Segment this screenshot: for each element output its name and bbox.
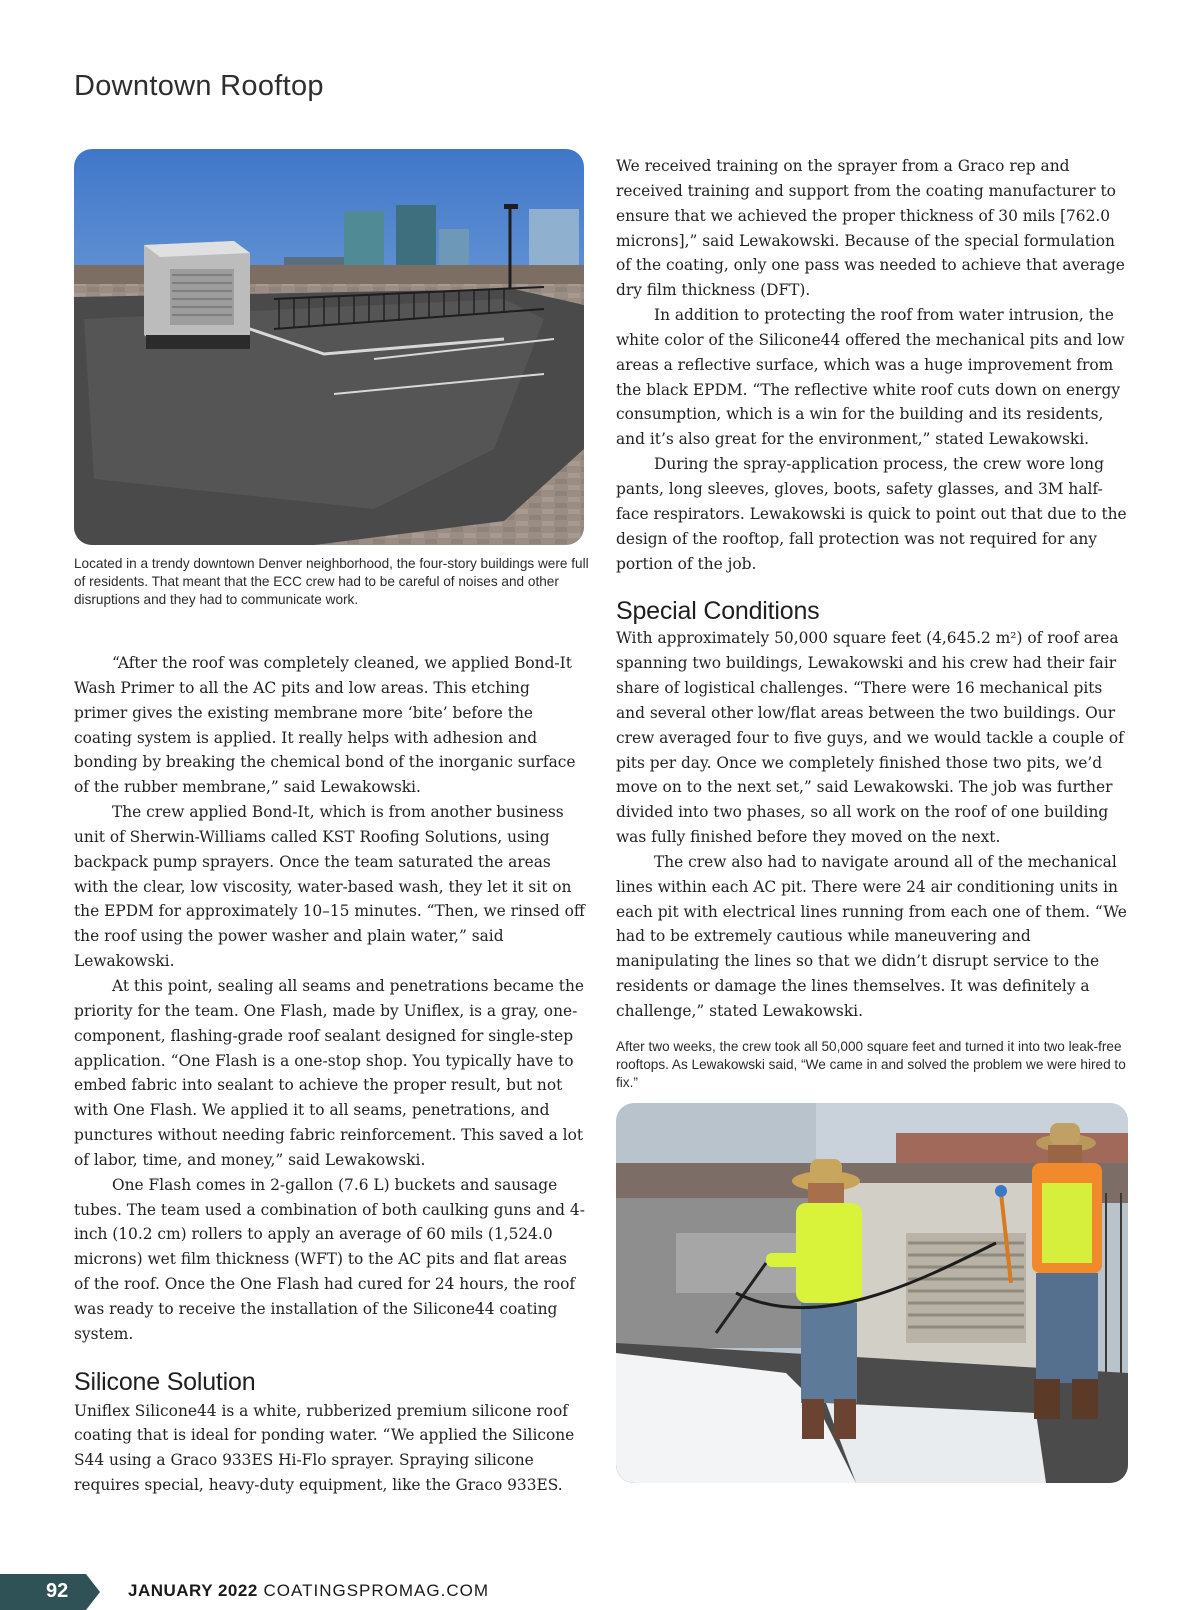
rooftop-photo bbox=[74, 149, 584, 545]
crew-spraying-photo bbox=[616, 1103, 1128, 1483]
body-paragraph: During the spray-application process, the crew wore long pants, long sleeves, gloves, boots, safety glasses, and 3M half-face respirators. Lewakowski is quick to point out that due to the design of the rooftop, fall protection was not required for any portion of the job. bbox=[616, 455, 1127, 573]
left-column bbox=[74, 651, 586, 1498]
body-paragraph: “After the roof was completely cleaned, we applied Bond-It Wash Primer to all the AC pits and low areas. This etching primer gives the existing membrane more ‘bite’ before the coating system is applied. It really helps with adhesion and bonding by breaking the chemical bond of the inorganic surface of the rubber membrane,” said Lewakowski. bbox=[74, 654, 576, 797]
body-paragraph: In addition to protecting the roof from water intrusion, the white color of the Silicone44 offered the mechanical pits and low areas a reflective surface, which was a huge improvement from the black EPDM. “The reflective white roof cuts down on energy consumption, which is a win for the building and its residents, and it’s also great for the environment,” stated Lewakowski. bbox=[616, 306, 1125, 449]
photo-caption-2: After two weeks, the crew took all 50,000 square feet and turned it into two leak-free rooftops. As Lewakowski said, “We came in and solved the problem we were hired to fix.” bbox=[616, 1039, 1126, 1090]
subheading-special-conditions: Special Conditions bbox=[616, 597, 820, 626]
page-number: 92 bbox=[46, 1580, 69, 1602]
issue-date: JANUARY 2022 bbox=[128, 1581, 258, 1600]
photo-caption-1: Located in a trendy downtown Denver neighborhood, the four-story buildings were full of residents. That meant that the ECC crew had to be careful of noises and other disruptions and they had to communicate work. bbox=[74, 556, 589, 607]
magazine-site: COATINGSPROMAG.COM bbox=[263, 1581, 489, 1600]
body-paragraph: At this point, sealing all seams and penetrations became the priority for the team. One Flash, made by Uniflex, is a gray, one-component, flashing-grade roof sealant designed for single-step application. “One Flash is a one-stop shop. You typically have to embed fabric into sealant to achieve the proper result, but not with One Flash. We applied it to all seams, penetrations, and punctures without needing fabric reinforcement. This saved a lot of labor, time, and money,” said Lewakowski. bbox=[74, 976, 584, 1169]
body-paragraph: Uniflex Silicone44 is a white, rubberized premium silicone roof coating that is ideal for ponding water. “We applied the Silicone S44 using a Graco 933ES Hi-Flo sprayer. Spraying silicone requires special, heavy-duty equipment, like the Graco 933ES. bbox=[74, 1401, 575, 1495]
right-column bbox=[616, 154, 1130, 1024]
section-title: Downtown Rooftop bbox=[74, 70, 324, 102]
body-paragraph: One Flash comes in 2-gallon (7.6 L) buckets and sausage tubes. The team used a combination of both caulking guns and 4-inch (10.2 cm) rollers to apply an average of 60 mils (1,524.0 microns) wet film thickness (WFT) to the AC pits and flat areas of the roof. Once the One Flash had cured for 24 hours, the roof was ready to receive the installation of the Silicone44 coating system. bbox=[74, 1175, 585, 1343]
subheading-silicone-solution: Silicone Solution bbox=[74, 1367, 256, 1396]
body-paragraph: The crew applied Bond-It, which is from another business unit of Sherwin-Williams called KST Roofing Solutions, using backpack pump sprayers. Once the team saturated the areas with the clear, low viscosity, water-based wash, they let it sit on the EPDM for approximately 10–15 minutes. “Then, we rinsed off the roof using the power washer and plain water,” said Lewakowski. bbox=[74, 803, 585, 971]
body-paragraph: The crew also had to navigate around all of the mechanical lines within each AC pit. There were 24 air conditioning units in each pit with electrical lines running from each one of them. “We had to be extremely cautious while maneuvering and manipulating the lines so that we didn’t disrupt service to the residents or damage the lines themselves. It was definitely a challenge,” stated Lewakowski. bbox=[616, 852, 1127, 1020]
footer-issue-line bbox=[128, 1581, 489, 1601]
body-paragraph: With approximately 50,000 square feet (4,645.2 m²) of roof area spanning two buildings, Lewakowski and his crew had their fair share of logistical challenges. “There were 16 mechanical pits and several other low/flat areas between the two buildings. Our crew averaged four to five guys, and we would tackle a couple of pits per day. Once we completely finished those two pits, we’d move on to the next set,” said Lewakowski. The job was further divided into two phases, so all work on the roof of one building was fully finished before they moved on the next. bbox=[616, 629, 1124, 847]
body-paragraph: We received training on the sprayer from a Graco rep and received training and support from the coating manufacturer to ensure that we achieved the proper thickness of 30 mils [762.0 microns],” said Lewakowski. Because of the special formulation of the coating, only one pass was needed to achieve that average dry film thickness (DFT). bbox=[616, 157, 1125, 300]
